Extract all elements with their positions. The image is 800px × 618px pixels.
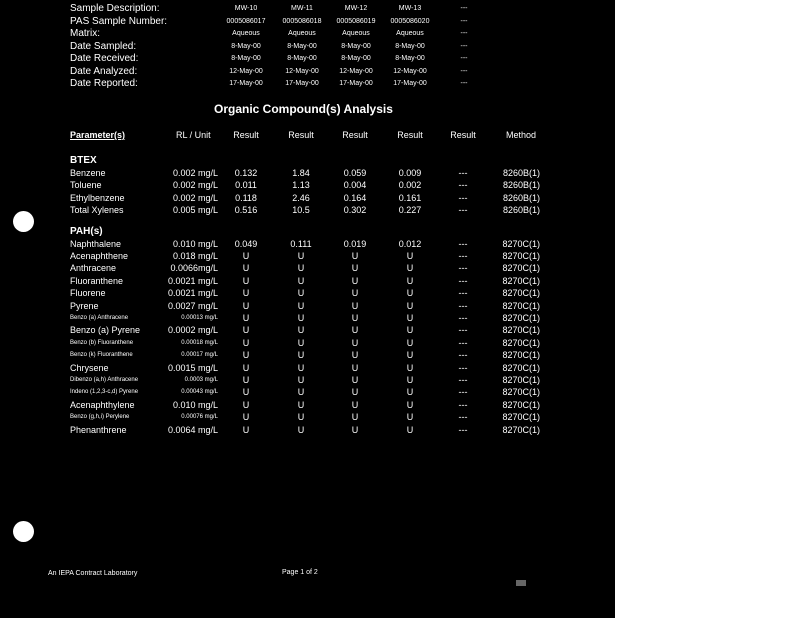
result-value: U (406, 424, 414, 435)
parameter-name: Fluorene (70, 288, 106, 299)
result-value: --- (458, 350, 468, 361)
method-code: 8270C(1) (502, 313, 540, 323)
sample-info-value: 0005086017 (226, 17, 266, 25)
footer-page-number: Page 1 of 2 (282, 569, 318, 576)
result-value: 0.059 (343, 168, 367, 178)
result-value: U (297, 251, 305, 261)
sample-info-value: 0005086020 (390, 17, 430, 25)
result-value: U (242, 251, 250, 261)
sample-info-label: Matrix: (70, 28, 100, 39)
sample-info-value: Aqueous (232, 30, 260, 37)
result-value: U (297, 300, 305, 311)
parameter-name: Acenaphthylene (70, 399, 135, 410)
result-value: 2.46 (292, 192, 310, 203)
result-value: 0.161 (398, 192, 422, 203)
sample-info-value: 0005086019 (336, 17, 376, 25)
method-code: 8270C(1) (502, 325, 540, 336)
reporting-limit: 0.00043 mg/L (181, 389, 218, 396)
punch-hole (13, 521, 34, 542)
result-value: U (351, 424, 359, 435)
result-value: U (297, 362, 305, 373)
result-value: U (406, 275, 414, 286)
sample-info-value: 8-May-00 (341, 42, 371, 50)
parameter-name: Dibenzo (a,h) Anthracene (70, 377, 139, 383)
reporting-limit: 0.0027 mg/L (167, 300, 218, 311)
section-heading: BTEX (70, 155, 97, 166)
result-value: 1.13 (292, 180, 310, 191)
sample-info-value: 8-May-00 (231, 55, 261, 62)
column-header-parameter: Parameter(s) (70, 130, 126, 140)
parameter-name: Total Xylenes (70, 205, 124, 216)
result-value: U (297, 387, 305, 398)
sample-info-value: 8-May-00 (231, 42, 261, 50)
parameter-name: Fluoranthene (70, 275, 124, 286)
result-value: 0.011 (235, 180, 257, 191)
sample-info-value: Aqueous (396, 30, 424, 37)
sample-info-value: --- (460, 17, 468, 25)
result-value: --- (458, 205, 468, 216)
result-value: U (351, 412, 359, 423)
reporting-limit: 0.0015 mg/L (167, 362, 218, 373)
parameter-name: Benzo (a) Pyrene (70, 325, 141, 336)
result-value: 1.84 (292, 168, 310, 178)
result-value: U (242, 424, 250, 435)
result-value: U (351, 275, 359, 286)
method-code: 8270C(1) (502, 337, 540, 348)
result-value: U (406, 412, 414, 423)
result-value: U (351, 263, 359, 274)
reporting-limit: 0.0021 mg/L (167, 275, 218, 286)
result-value: 0.111 (290, 238, 312, 249)
result-value: U (242, 325, 250, 336)
sample-info-value: 0005086018 (282, 17, 322, 25)
result-value: U (242, 399, 250, 410)
sample-info-value: 8-May-00 (287, 55, 317, 62)
result-value: 0.516 (234, 205, 258, 216)
reporting-limit: 0.010 mg/L (172, 238, 218, 249)
reporting-limit: 0.0066mg/L (170, 263, 218, 274)
sample-info-value: MW-11 (291, 5, 313, 12)
result-value: U (242, 263, 250, 274)
parameter-name: Toluene (70, 180, 102, 191)
result-value: 0.227 (398, 205, 422, 216)
result-value: U (242, 362, 250, 373)
reporting-limit: 0.0003 mg/L (184, 377, 218, 383)
result-value: U (351, 387, 359, 398)
result-value: --- (458, 288, 468, 299)
parameter-name: Benzo (k) Fluoranthene (70, 352, 133, 359)
result-value: 0.049 (234, 238, 258, 249)
method-code: 8260B(1) (502, 205, 540, 216)
sample-info-value: Aqueous (342, 30, 370, 37)
method-code: 8270C(1) (502, 288, 540, 299)
result-value: --- (458, 192, 468, 203)
sample-info-label: Date Sampled: (70, 40, 137, 52)
result-value: U (351, 313, 359, 323)
result-value: U (351, 362, 359, 373)
column-header-result: Result (342, 130, 368, 140)
result-value: U (406, 325, 414, 336)
reporting-limit: 0.018 mg/L (172, 251, 218, 261)
result-value: U (406, 263, 414, 274)
result-value: 0.164 (343, 192, 367, 203)
result-value: U (406, 288, 414, 299)
method-code: 8270C(1) (502, 300, 540, 311)
parameter-name: Phenanthrene (70, 424, 127, 435)
method-code: 8260B(1) (502, 192, 540, 203)
method-code: 8270C(1) (502, 375, 540, 385)
reporting-limit: 0.0002 mg/L (167, 325, 218, 336)
result-value: U (406, 251, 414, 261)
result-value: U (406, 375, 414, 385)
scan-artifact-mark (516, 580, 526, 586)
sample-info-value: 17-May-00 (229, 80, 263, 87)
sample-info-value: --- (460, 55, 468, 62)
parameter-name: Benzo (b) Fluoranthene (70, 339, 134, 346)
method-code: 8270C(1) (502, 399, 540, 410)
parameter-name: Acenaphthene (70, 251, 129, 261)
reporting-limit: 0.00076 mg/L (181, 414, 218, 421)
result-value: U (242, 288, 250, 299)
result-value: U (297, 337, 305, 348)
parameter-name: Pyrene (70, 300, 99, 311)
method-code: 8270C(1) (502, 251, 540, 261)
result-value: --- (458, 387, 468, 398)
result-value: --- (458, 337, 468, 348)
sample-info-label: Sample Description: (70, 3, 160, 14)
section-heading: PAH(s) (70, 225, 103, 237)
sample-info-value: 17-May-00 (393, 80, 427, 87)
result-value: --- (458, 168, 468, 178)
result-value: U (351, 325, 359, 336)
result-value: 0.019 (343, 238, 367, 249)
result-value: U (242, 275, 250, 286)
result-value: --- (458, 300, 468, 311)
method-code: 8270C(1) (502, 350, 540, 361)
reporting-limit: 0.00013 mg/L (181, 315, 218, 321)
parameter-name: Chrysene (70, 362, 109, 373)
sample-info-value: 8-May-00 (287, 42, 317, 50)
sample-info-value: --- (460, 42, 468, 50)
method-code: 8270C(1) (502, 412, 540, 423)
reporting-limit: 0.002 mg/L (172, 168, 218, 178)
sample-info-value: 12-May-00 (393, 67, 427, 75)
method-code: 8270C(1) (502, 238, 540, 249)
parameter-name: Benzo (g,h,i) Perylene (70, 414, 130, 421)
sample-info-value: 12-May-00 (285, 67, 319, 75)
parameter-name: Anthracene (70, 263, 117, 274)
result-value: --- (458, 251, 468, 261)
column-header-rl-unit: RL / Unit (176, 130, 211, 140)
result-value: U (351, 300, 359, 311)
footer-lab: An IEPA Contract Laboratory (48, 570, 138, 577)
result-value: U (351, 288, 359, 299)
report-title: Organic Compound(s) Analysis (214, 102, 393, 116)
sample-info-value: --- (460, 67, 468, 75)
reporting-limit: 0.0064 mg/L (167, 424, 218, 435)
reporting-limit: 0.010 mg/L (172, 399, 218, 410)
result-value: U (242, 375, 250, 385)
sample-info-value: MW-12 (344, 5, 368, 12)
sample-info-value: MW-13 (398, 5, 422, 12)
sample-info-value: MW-10 (234, 5, 258, 12)
method-code: 8270C(1) (502, 424, 540, 435)
column-header-result: Result (450, 130, 476, 140)
result-value: --- (458, 424, 468, 435)
reporting-limit: 0.002 mg/L (172, 192, 218, 203)
result-value: U (297, 263, 305, 274)
column-header-result: Result (397, 130, 423, 140)
result-value: U (406, 337, 414, 348)
result-value: --- (458, 325, 468, 336)
result-value: U (297, 275, 305, 286)
sample-info-value: --- (460, 80, 468, 87)
reporting-limit: 0.00018 mg/L (181, 339, 218, 346)
result-value: --- (458, 313, 468, 323)
result-value: U (242, 412, 250, 423)
result-value: U (297, 412, 305, 423)
method-code: 8270C(1) (502, 387, 540, 398)
parameter-name: Benzo (a) Anthracene (70, 315, 129, 321)
sample-info-value: 12-May-00 (229, 67, 263, 75)
method-code: 8270C(1) (502, 263, 540, 274)
result-value: U (297, 424, 305, 435)
column-header-result: Result (288, 130, 314, 140)
sample-info-value: 8-May-00 (395, 55, 425, 62)
sample-info-value: 8-May-00 (395, 42, 425, 50)
reporting-limit: 0.005 mg/L (172, 205, 218, 216)
result-value: 0.132 (234, 168, 258, 178)
result-value: U (406, 300, 414, 311)
method-code: 8260B(1) (502, 168, 540, 178)
result-value: --- (458, 412, 468, 423)
sample-info-value: 12-May-00 (339, 67, 373, 75)
result-value: U (351, 350, 359, 361)
result-value: U (406, 387, 414, 398)
result-value: U (351, 399, 359, 410)
punch-hole (13, 211, 34, 232)
sample-info-value: 17-May-00 (339, 80, 373, 87)
result-value: --- (458, 275, 468, 286)
reporting-limit: 0.00017 mg/L (181, 352, 218, 359)
result-value: U (242, 387, 250, 398)
parameter-name: Indeno (1,2,3-c,d) Pyrene (70, 389, 139, 396)
result-value: U (351, 251, 359, 261)
result-value: U (297, 399, 305, 410)
result-value: U (406, 362, 414, 373)
result-value: U (406, 313, 414, 323)
result-value: --- (458, 362, 468, 373)
sample-info-label: Date Received: (70, 53, 139, 64)
column-header-method: Method (506, 130, 537, 140)
sample-info-value: 8-May-00 (341, 55, 371, 62)
result-value: 0.012 (398, 238, 422, 249)
result-value: --- (458, 238, 468, 249)
method-code: 8260B(1) (502, 180, 540, 191)
result-value: U (242, 313, 250, 323)
result-value: --- (458, 375, 468, 385)
result-value: --- (458, 399, 468, 410)
method-code: 8270C(1) (502, 362, 540, 373)
result-value: U (406, 350, 414, 361)
result-value: U (242, 350, 250, 361)
result-value: 10.5 (292, 205, 310, 216)
result-value: U (351, 337, 359, 348)
sample-info-label: Date Reported: (70, 78, 138, 89)
result-value: U (297, 375, 305, 385)
sample-info-value: --- (460, 5, 468, 12)
result-value: 0.118 (235, 192, 257, 203)
sample-info-label: PAS Sample Number: (70, 15, 168, 27)
result-value: U (297, 313, 305, 323)
method-code: 8270C(1) (502, 275, 540, 286)
column-header-result: Result (233, 130, 259, 140)
sample-info-value: --- (460, 30, 468, 37)
sample-info-value: Aqueous (288, 30, 316, 37)
result-value: 0.004 (343, 180, 367, 191)
result-value: U (242, 300, 250, 311)
result-value: 0.009 (398, 168, 422, 178)
parameter-name: Benzene (70, 168, 106, 178)
result-value: U (351, 375, 359, 385)
result-value: 0.302 (343, 205, 367, 216)
result-value: U (297, 325, 305, 336)
result-value: --- (458, 263, 468, 274)
sample-info-label: Date Analyzed: (70, 65, 138, 77)
result-value: U (297, 350, 305, 361)
reporting-limit: 0.0021 mg/L (167, 288, 218, 299)
result-value: --- (458, 180, 468, 191)
sample-info-value: 17-May-00 (285, 80, 319, 87)
result-value: U (242, 337, 250, 348)
result-value: 0.002 (398, 180, 422, 191)
reporting-limit: 0.002 mg/L (172, 180, 218, 191)
result-value: U (406, 399, 414, 410)
parameter-name: Naphthalene (70, 238, 122, 249)
result-value: U (297, 288, 305, 299)
parameter-name: Ethylbenzene (70, 192, 125, 203)
